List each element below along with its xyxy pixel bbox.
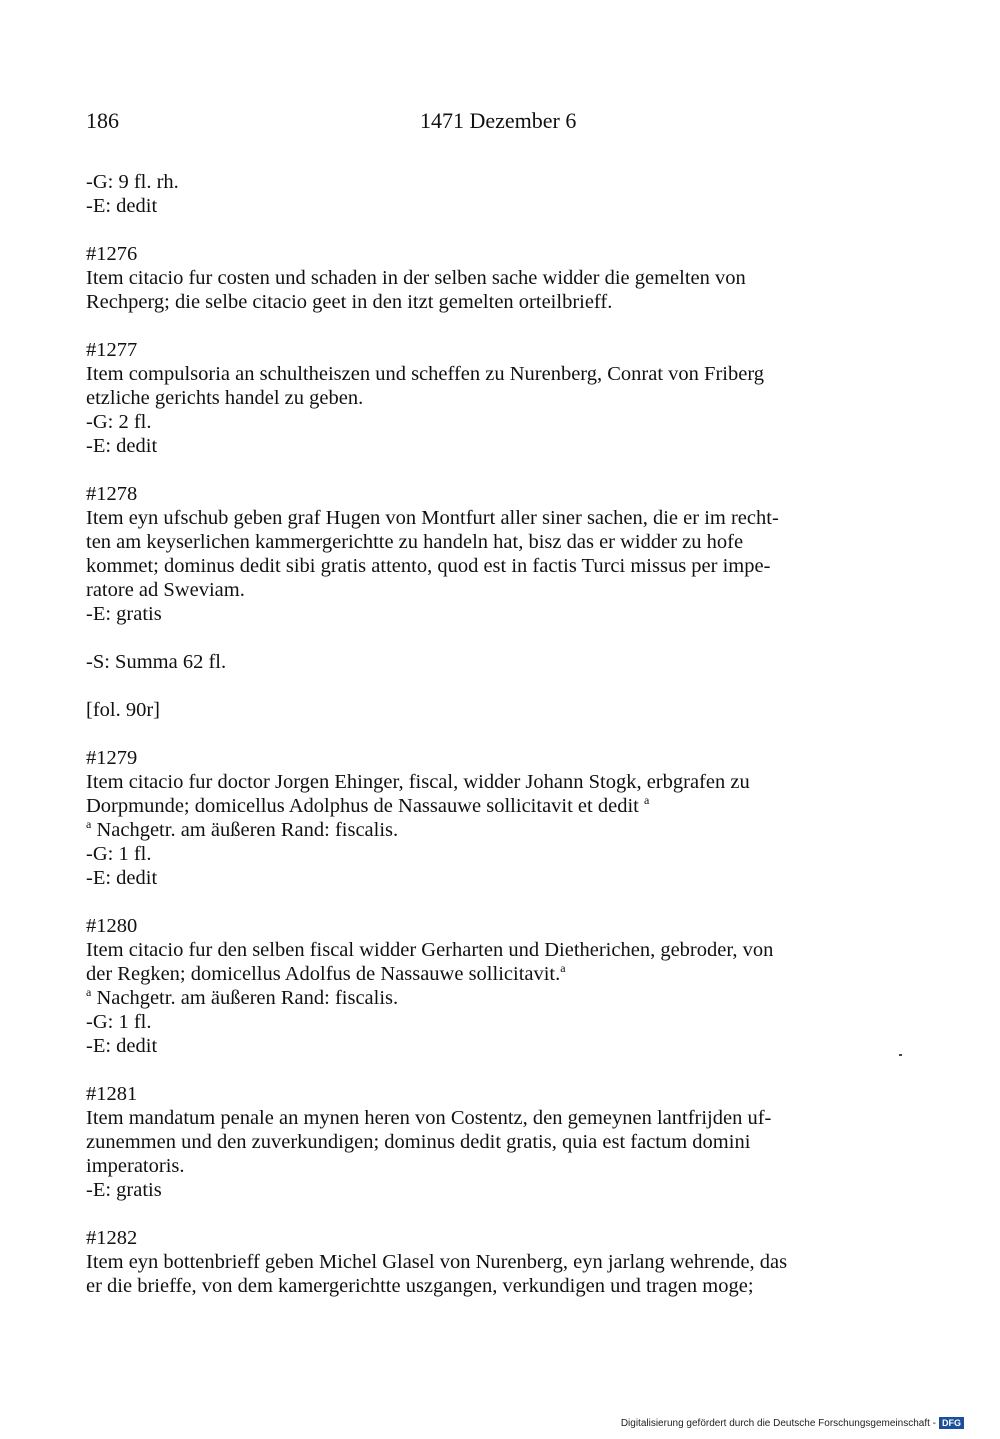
- page-header: [86, 108, 918, 138]
- fee-e-line: -E: dedit: [86, 1035, 158, 1057]
- document-body: [86, 170, 918, 1298]
- entry-text-line: ratore ad Sweviam.: [86, 579, 245, 601]
- footnote-marker: a: [560, 961, 566, 976]
- entry-text-line: der Regken; domicellus Adolfus de Nassauwe sollicitavit.: [86, 963, 561, 985]
- entry-1282: [86, 1226, 918, 1298]
- entry-number: #1281: [86, 1083, 138, 1105]
- entry-number: #1277: [86, 339, 138, 361]
- entry-text-line: Dorpmunde; domicellus Adolphus de Nassauwe sollicitavit et dedit: [86, 795, 639, 817]
- entry-text-line-with-note: [86, 962, 918, 986]
- fee-e-line: -E: dedit: [86, 867, 158, 889]
- fee-e-line: -E: dedit: [86, 435, 158, 457]
- entry-text-line: Item citacio fur doctor Jorgen Ehinger, fiscal, widder Johann Stogk, erbgrafen zu: [86, 771, 750, 793]
- scan-speck: [899, 1054, 902, 1056]
- digitization-credit: [621, 1417, 964, 1429]
- fee-g-line: -G: 1 fl.: [86, 1011, 152, 1033]
- fee-e-line: -E: gratis: [86, 603, 162, 625]
- entry-number: #1276: [86, 243, 138, 265]
- summa-line: -S: Summa 62 fl.: [86, 651, 227, 673]
- entry-number: #1282: [86, 1227, 138, 1249]
- entry-text-line: kommet; dominus dedit sibi gratis attento, quod est in factis Turci missus per impe-: [86, 555, 771, 577]
- entry-1277: [86, 338, 918, 458]
- entry-1280: [86, 914, 918, 1058]
- entry-text-line: Rechperg; die selbe citacio geet in den itzt gemelten orteilbrieff.: [86, 291, 613, 313]
- folio-marker: [fol. 90r]: [86, 699, 161, 721]
- fee-g-line: -G: 1 fl.: [86, 843, 152, 865]
- dfg-logo: DFG: [939, 1417, 964, 1429]
- entry-text-line: Item compulsoria an schultheiszen und scheffen zu Nurenberg, Conrat von Friberg: [86, 363, 765, 385]
- entry-text-line: zunemmen und den zuverkundigen; dominus dedit gratis, quia est factum domini: [86, 1131, 751, 1153]
- footnote-marker: a: [86, 985, 92, 1000]
- entry-1279: [86, 746, 918, 890]
- entry-1276: [86, 242, 918, 314]
- footnote-line: [86, 818, 918, 842]
- entry-text-line: Item eyn bottenbrieff geben Michel Glasel von Nurenberg, eyn jarlang wehrende, das: [86, 1251, 788, 1273]
- entry-1281: [86, 1082, 918, 1202]
- footnote-marker: a: [86, 817, 92, 832]
- fee-e-line: -E: gratis: [86, 1179, 162, 1201]
- footnote-text: Nachgetr. am äußeren Rand: fiscalis.: [96, 987, 399, 1009]
- fee-e-line: -E: dedit: [86, 195, 158, 217]
- entry-text-line: er die brieffe, von dem kamergerichtte uszgangen, verkundigen und tragen moge;: [86, 1275, 754, 1297]
- entry-text-line-with-note: [86, 794, 918, 818]
- credit-text: Digitalisierung gefördert durch die Deutsche Forschungsgemeinschaft -: [620, 1417, 936, 1429]
- entry-text-line: Item mandatum penale an mynen heren von Costentz, den gemeynen lantfrijden uf-: [86, 1107, 772, 1129]
- entry-number: #1280: [86, 915, 138, 937]
- footnote-text: Nachgetr. am äußeren Rand: fiscalis.: [96, 819, 399, 841]
- entry-text-line: ten am keyserlichen kammergerichtte zu handeln hat, bisz das er widder zu hofe: [86, 531, 744, 553]
- entry-number: #1278: [86, 483, 138, 505]
- entry-1278: [86, 482, 918, 626]
- entry-text-line: etzliche gerichts handel zu geben.: [86, 387, 364, 409]
- entry-text-line: Item eyn ufschub geben graf Hugen von Montfurt aller siner sachen, die er im recht-: [86, 507, 779, 529]
- entry-number: #1279: [86, 747, 138, 769]
- fee-g-line: -G: 2 fl.: [86, 411, 152, 433]
- running-title: 1471 Dezember 6: [420, 108, 577, 133]
- page-number: 186: [86, 108, 119, 133]
- footnote-line: [86, 986, 918, 1010]
- fee-g-line: -G: 9 fl. rh.: [86, 171, 179, 193]
- entry-text-line: Item citacio fur costen und schaden in der selben sache widder die gemelten von: [86, 267, 746, 289]
- entry-text-line: Item citacio fur den selben fiscal widder Gerharten und Dietherichen, gebroder, von: [86, 939, 774, 961]
- footnote-marker: a: [643, 793, 650, 808]
- entry-text-line: imperatoris.: [86, 1155, 185, 1177]
